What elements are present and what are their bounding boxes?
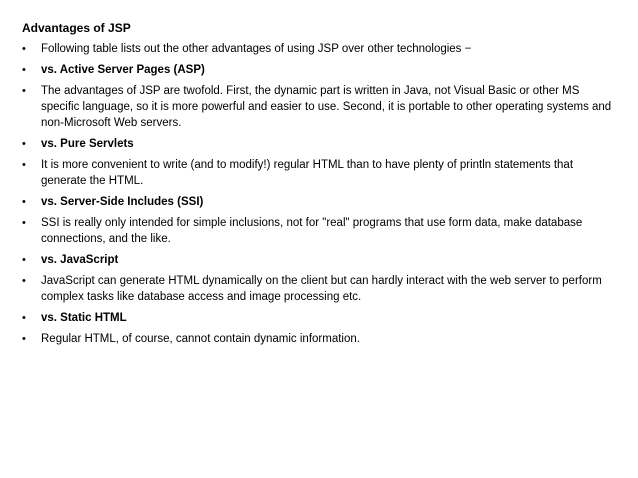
bullet-text: vs. Server-Side Includes (SSI) xyxy=(41,196,204,208)
bullet-item xyxy=(22,157,618,189)
bullet-text: Regular HTML, of course, cannot contain dynamic information. xyxy=(41,333,360,345)
bullet-text: vs. JavaScript xyxy=(41,254,119,266)
bullet-item xyxy=(22,62,618,78)
bullet-dot-icon: • xyxy=(22,196,26,208)
bullet-item xyxy=(22,331,618,347)
bullet-dot-icon: • xyxy=(22,43,26,55)
bullet-item xyxy=(22,273,618,305)
bullet-text: SSI is really only intended for simple inclusions, not for "real" programs that use form data, make database connections, and the like. xyxy=(41,217,583,245)
bullet-dot-icon: • xyxy=(22,217,26,229)
bullet-text: It is more convenient to write (and to modify!) regular HTML than to have plenty of println statements that generate the HTML. xyxy=(41,159,574,187)
bullet-item xyxy=(22,215,618,247)
bullet-item xyxy=(22,41,618,57)
bullet-item xyxy=(22,136,618,152)
bullet-dot-icon: • xyxy=(22,64,26,76)
bullet-item xyxy=(22,252,618,268)
bullet-dot-icon: • xyxy=(22,138,26,150)
bullet-dot-icon: • xyxy=(22,312,26,324)
bullet-dot-icon: • xyxy=(22,333,26,345)
bullet-text: Following table lists out the other advantages of using JSP over other technologies − xyxy=(41,43,472,55)
bullet-item xyxy=(22,194,618,210)
bullet-dot-icon: • xyxy=(22,254,26,266)
bullet-text: vs. Pure Servlets xyxy=(41,138,134,150)
bullet-dot-icon: • xyxy=(22,275,26,287)
bullet-dot-icon: • xyxy=(22,159,26,171)
slide-heading: Advantages of JSP xyxy=(22,21,131,35)
bullet-text: vs. Active Server Pages (ASP) xyxy=(41,64,205,76)
bullet-text: vs. Static HTML xyxy=(41,312,127,324)
bullet-text: JavaScript can generate HTML dynamically on the client but can hardly interact with the web server to perform complex tasks like database access and image processing etc. xyxy=(41,275,602,303)
bullet-text: The advantages of JSP are twofold. First, the dynamic part is written in Java, not Visual Basic or other MS specific language, so it is more powerful and easier to use. Second, it is portable to other operating systems and non-Microsoft Web servers. xyxy=(41,85,612,129)
bullet-item xyxy=(22,83,618,131)
bullet-item xyxy=(22,310,618,326)
bullet-dot-icon: • xyxy=(22,85,26,97)
bullet-list xyxy=(22,41,618,347)
